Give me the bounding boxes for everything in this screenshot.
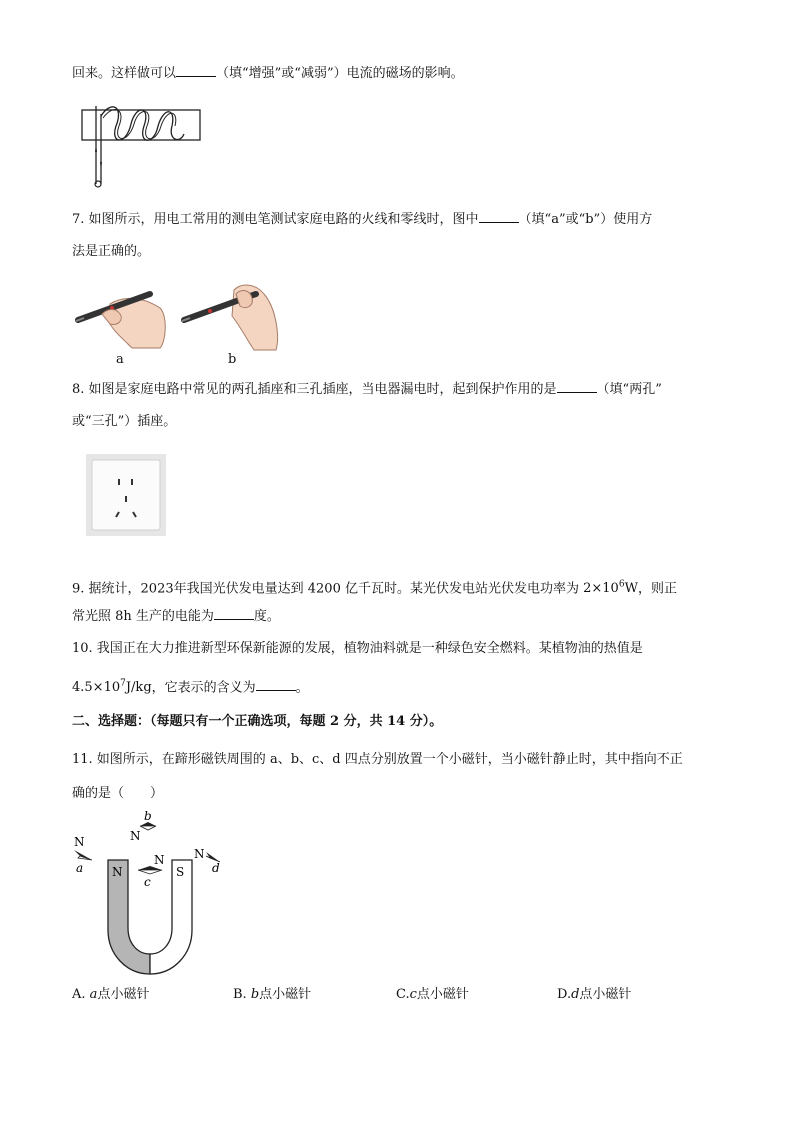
q7-label-a: a: [116, 352, 124, 367]
q9-power-value: $2\times 10^6W$: [583, 580, 638, 597]
q8-text-b: （填“两孔”: [596, 382, 662, 397]
magnet-n-pole-label: N: [112, 865, 123, 879]
q10-text-a: ，它表示的含义为: [151, 680, 256, 696]
svg-text:a: a: [76, 861, 84, 875]
svg-text:N: N: [74, 835, 85, 849]
q7-text-a: 7. 如图所示，用电工常用的测电笔测试家庭电路的火线和零线时，图中: [72, 212, 479, 227]
svg-text:N: N: [194, 847, 205, 861]
section2-heading: 二、选择题：（每题只有一个正确选项，每题 2 分，共 14 分）。: [72, 714, 443, 729]
q9-text-a: 9. 据统计，2023年我国光伏发电量达到 4200 亿千瓦时。某光伏发电站光伏发电功率为: [72, 581, 579, 597]
q6-text-b: （填“增强”或“减弱”）电流的磁场的影响。: [216, 66, 464, 81]
q11-text-line1: 11. 如图所示，在蹄形磁铁周围的 a、b、c、d 四点分别放置一个小磁针，当小磁针静止时，其中指向不正: [72, 752, 683, 767]
q9-text-line1: [72, 575, 677, 599]
q8-text-a: 8. 如图是家庭电路中常见的两孔插座和三孔插座，当电器漏电时，起到保护作用的是: [72, 382, 557, 397]
q9-answer-blank[interactable]: [214, 607, 254, 620]
q10-text-line1: 10. 我国正在大力推进新型环保新能源的发展，植物油料就是一种绿色安全燃料。某植物油的热值是: [72, 641, 643, 656]
q7-text-line1: [72, 210, 652, 230]
q9-text-d: 度。: [253, 609, 280, 624]
q10-heat-value: $4.5\times 10^7J/kg$: [72, 679, 152, 696]
needle-a: [74, 835, 92, 875]
q6-answer-blank[interactable]: [176, 64, 216, 77]
q11-option-d[interactable]: D.d点小磁针: [557, 987, 632, 1002]
test-pen-hand-a-image: [72, 282, 172, 352]
q6-text-a: 回来。这样做可以: [72, 66, 177, 81]
q7-label-b: b: [228, 352, 237, 367]
q10-text-line2: [72, 674, 309, 698]
wall-socket-image: [86, 454, 166, 536]
svg-text:N: N: [154, 853, 165, 867]
q6-text-line1: [72, 64, 464, 84]
needle-b: [130, 809, 156, 843]
q7-text-line2: 法是正确的。: [72, 244, 151, 259]
needle-d: [194, 847, 220, 875]
u-magnet-figure: [70, 808, 230, 978]
svg-text:d: d: [212, 861, 220, 875]
q9-text-c: 常光照 8h 生产的电能为: [72, 609, 214, 624]
q10-text-b: 。: [295, 680, 309, 696]
magnet-s-pole-label: S: [176, 865, 185, 879]
q11-option-b[interactable]: B. b点小磁针: [233, 987, 312, 1002]
q9-text-line2: [72, 607, 280, 627]
svg-text:c: c: [144, 875, 151, 889]
solenoid-figure: [76, 104, 206, 190]
q7-answer-blank[interactable]: [479, 210, 519, 223]
q8-answer-blank[interactable]: [557, 380, 597, 393]
q11-text-line2: 确的是（ ）: [72, 786, 164, 801]
svg-text:b: b: [144, 809, 152, 823]
q10-answer-blank[interactable]: [256, 678, 296, 691]
svg-text:N: N: [130, 829, 141, 843]
test-pen-hand-b-image: [180, 280, 286, 352]
needle-c: [138, 853, 165, 889]
q9-text-b: ，则正: [637, 581, 677, 597]
q7-text-b: （填“a”或“b”）使用方: [518, 212, 653, 227]
q11-option-c[interactable]: C.c点小磁针: [396, 987, 469, 1002]
q8-text-line2: 或“三孔”）插座。: [72, 414, 177, 429]
q8-text-line1: [72, 380, 662, 400]
q11-option-a[interactable]: A. a点小磁针: [72, 987, 150, 1002]
